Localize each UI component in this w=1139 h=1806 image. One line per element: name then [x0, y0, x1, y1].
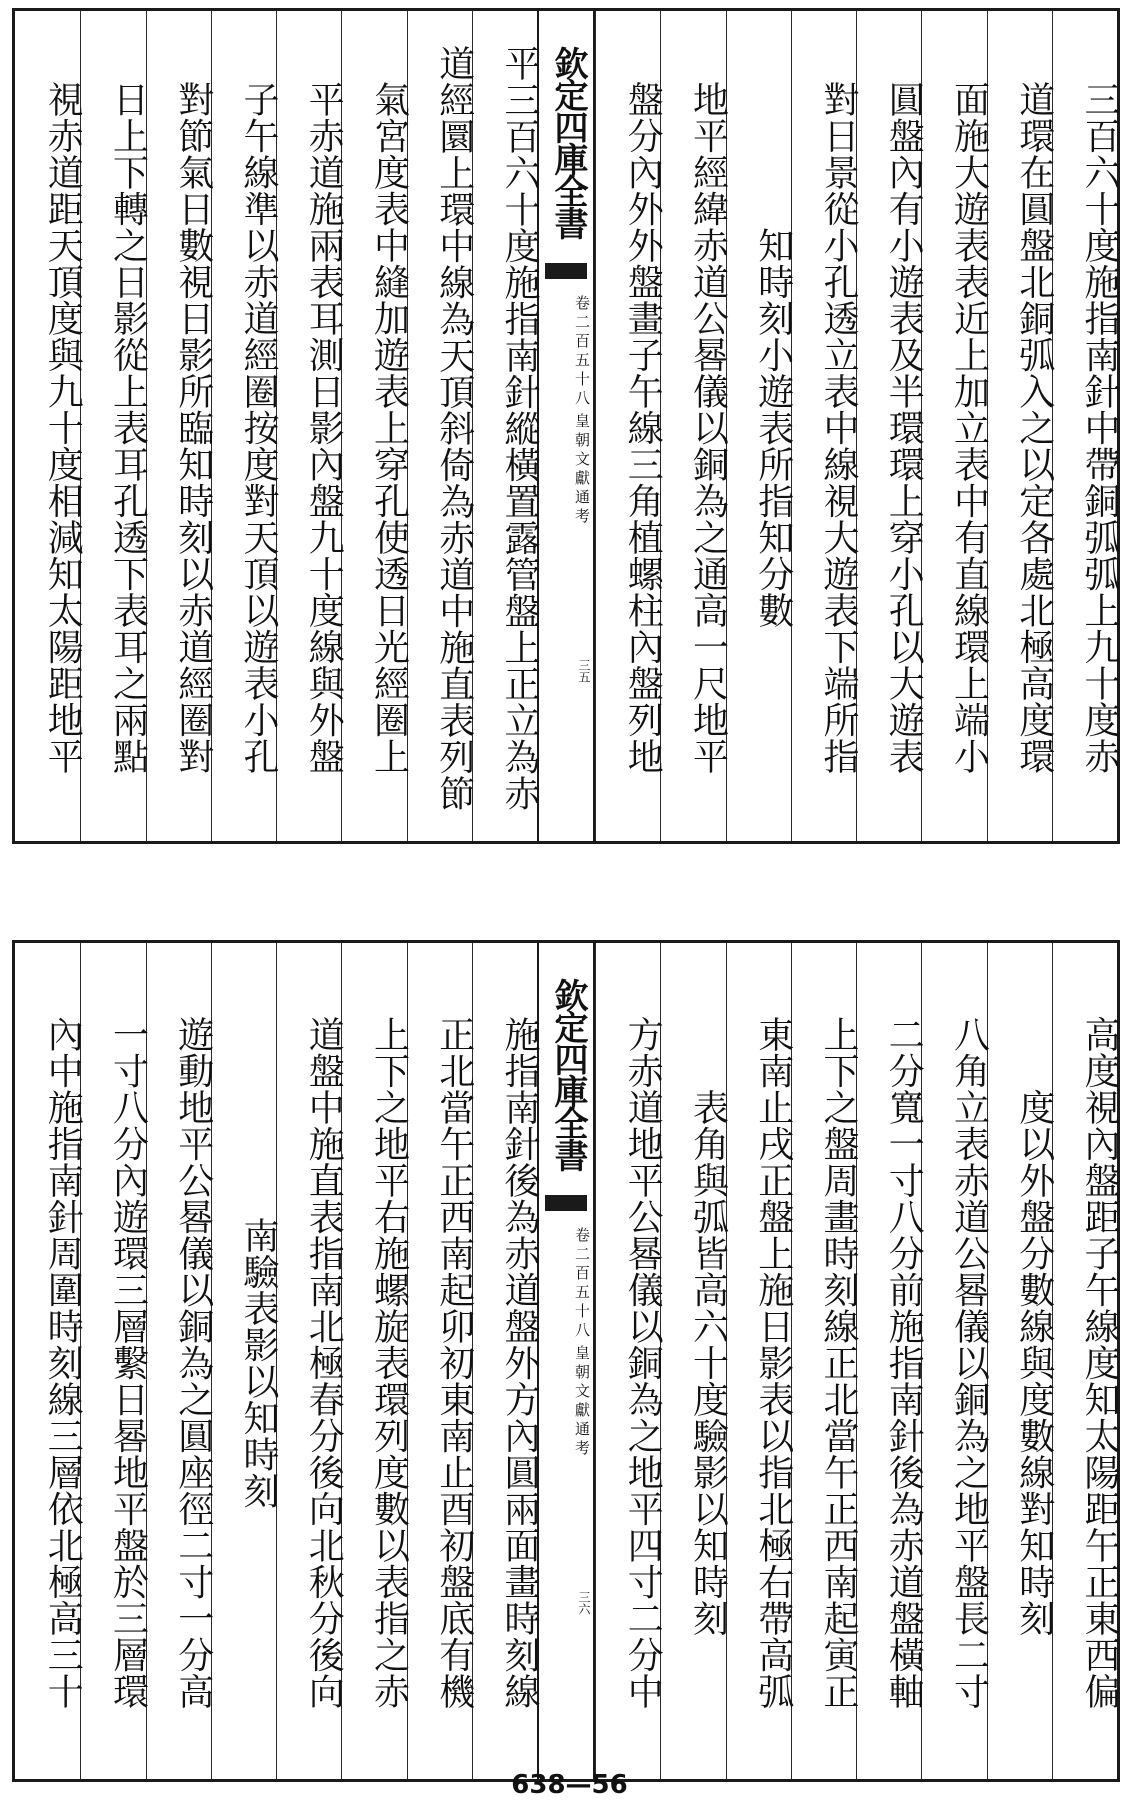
text-column	[15, 943, 84, 1779]
column-text: 盤分內外外盤畫子午線三角植螺柱內盤列地	[622, 81, 664, 775]
column-text: 三百六十度施指南針中帶銅弧弧上九十度赤	[1079, 81, 1120, 775]
page-top	[12, 8, 1120, 844]
column-text: 施指南針後為赤道盤外方內圓兩面畫時刻線	[499, 1016, 540, 1710]
text-column	[407, 11, 475, 841]
text-column	[211, 943, 279, 1779]
column-text: 面施大遊表表近上加立表中有直線環上端小	[948, 81, 990, 775]
text-column	[276, 943, 345, 1779]
leaf-number: 三五	[577, 659, 591, 683]
text-column	[407, 943, 475, 1779]
column-text: 八角立表赤道公晷儀以銅為之地平盤長二寸	[948, 1016, 990, 1710]
text-column	[15, 11, 84, 841]
column-text: 上下之盤周畫時刻線正北當午正西南起寅正	[818, 1016, 859, 1710]
center-gutter	[537, 943, 595, 1779]
column-text: 知時刻小遊表所指知分數	[752, 227, 794, 629]
page-bottom	[12, 940, 1120, 1782]
text-column	[472, 943, 540, 1779]
volume-number: 卷二百五十八	[573, 1227, 591, 1341]
text-column	[80, 11, 149, 841]
text-column	[660, 11, 729, 841]
column-text: 上下之地平右施螺旋表環列度數以表指之赤	[368, 1016, 410, 1710]
series-title: 欽定四庫全書	[548, 978, 588, 1170]
text-column	[595, 11, 664, 841]
column-text: 視赤道距天頂度與九十度相減知太陽距地平	[42, 81, 84, 775]
series-title: 欽定四庫全書	[548, 46, 588, 238]
column-text: 表角與弧皆高六十度驗影以知時刻	[687, 1089, 729, 1637]
column-text: 南驗表影以知時刻	[238, 1217, 279, 1509]
column-text: 一寸八分內遊環三層繫日晷地平盤於三層環	[107, 1016, 149, 1710]
text-column	[660, 943, 729, 1779]
column-text: 子午線準以赤道經圈按度對天頂以遊表小孔	[238, 81, 279, 775]
text-column	[921, 11, 990, 841]
column-text: 東南止戌正盤上施日影表以指北極右帶高弧	[752, 1016, 794, 1710]
column-text: 道盤中施直表指南北極春分後向北秋分後向	[303, 1016, 345, 1710]
leaf-number: 三六	[577, 1591, 591, 1615]
text-column	[856, 11, 925, 841]
column-text: 二分寬一寸八分前施指南針後為赤道盤橫軸	[883, 1016, 925, 1710]
text-column	[987, 943, 1055, 1779]
column-text: 對日景從小孔透立表中線視大遊表下端所指	[818, 81, 859, 775]
column-text: 內中施指南針周圍時刻線三層依北極高三十	[42, 1016, 84, 1710]
center-gutter	[537, 11, 595, 841]
column-text: 遊動地平公晷儀以銅為之圓座徑二寸一分高	[172, 1016, 214, 1710]
text-column	[341, 11, 410, 841]
text-column	[921, 943, 990, 1779]
text-column	[211, 11, 279, 841]
fishtail-mark	[545, 263, 586, 279]
text-column	[726, 11, 794, 841]
text-column	[791, 11, 859, 841]
column-text: 道環在圓盤北銅弧入之以定各處北極高度環	[1013, 81, 1055, 775]
book-title: 皇朝文獻通考	[573, 413, 591, 527]
column-text: 地平經緯赤道公晷儀以銅為之通高一尺地平	[687, 81, 729, 775]
column-text: 高度視內盤距子午線度知太陽距午正東西偏	[1079, 1016, 1120, 1710]
column-text: 日上下轉之日影從上表耳孔透下表耳之兩點	[107, 81, 149, 775]
column-text: 度以外盤分數線與度數線對知時刻	[1013, 1089, 1055, 1637]
text-column	[146, 943, 214, 1779]
text-column	[1052, 943, 1120, 1779]
column-text: 平三百六十度施指南針縱橫置露管盤上正立為赤	[499, 44, 540, 812]
text-column	[595, 943, 664, 1779]
column-text: 方赤道地平公晷儀以銅為之地平四寸二分中	[622, 1016, 664, 1710]
text-column	[341, 943, 410, 1779]
column-text: 正北當午正西南起卯初東南止酉初盤底有機	[433, 1016, 475, 1710]
column-text: 平赤道施兩表耳測日影內盤九十度線與外盤	[303, 81, 345, 775]
text-column	[987, 11, 1055, 841]
book-volume-label	[539, 1223, 593, 1463]
text-column	[276, 11, 345, 841]
column-text: 道經圜上環中線為天頂斜倚為赤道中施直表列節	[433, 44, 475, 812]
text-column	[80, 943, 149, 1779]
text-column	[791, 943, 859, 1779]
text-column	[472, 11, 540, 841]
book-volume-label	[539, 291, 593, 531]
text-column	[1052, 11, 1120, 841]
text-column	[856, 943, 925, 1779]
fishtail-mark	[545, 1195, 586, 1211]
text-column	[726, 943, 794, 1779]
page-number: 638—56	[511, 1770, 628, 1800]
column-text: 對節氣日數視日影所臨知時刻以赤道經圈對	[172, 81, 214, 775]
book-title: 皇朝文獻通考	[573, 1345, 591, 1459]
column-text: 氣宮度表中縫加遊表上穿孔使透日光經圈上	[368, 81, 410, 775]
text-column	[146, 11, 214, 841]
volume-number: 卷二百五十八	[573, 295, 591, 409]
column-text: 圓盤內有小遊表及半環環上穿小孔以大遊表	[883, 81, 925, 775]
